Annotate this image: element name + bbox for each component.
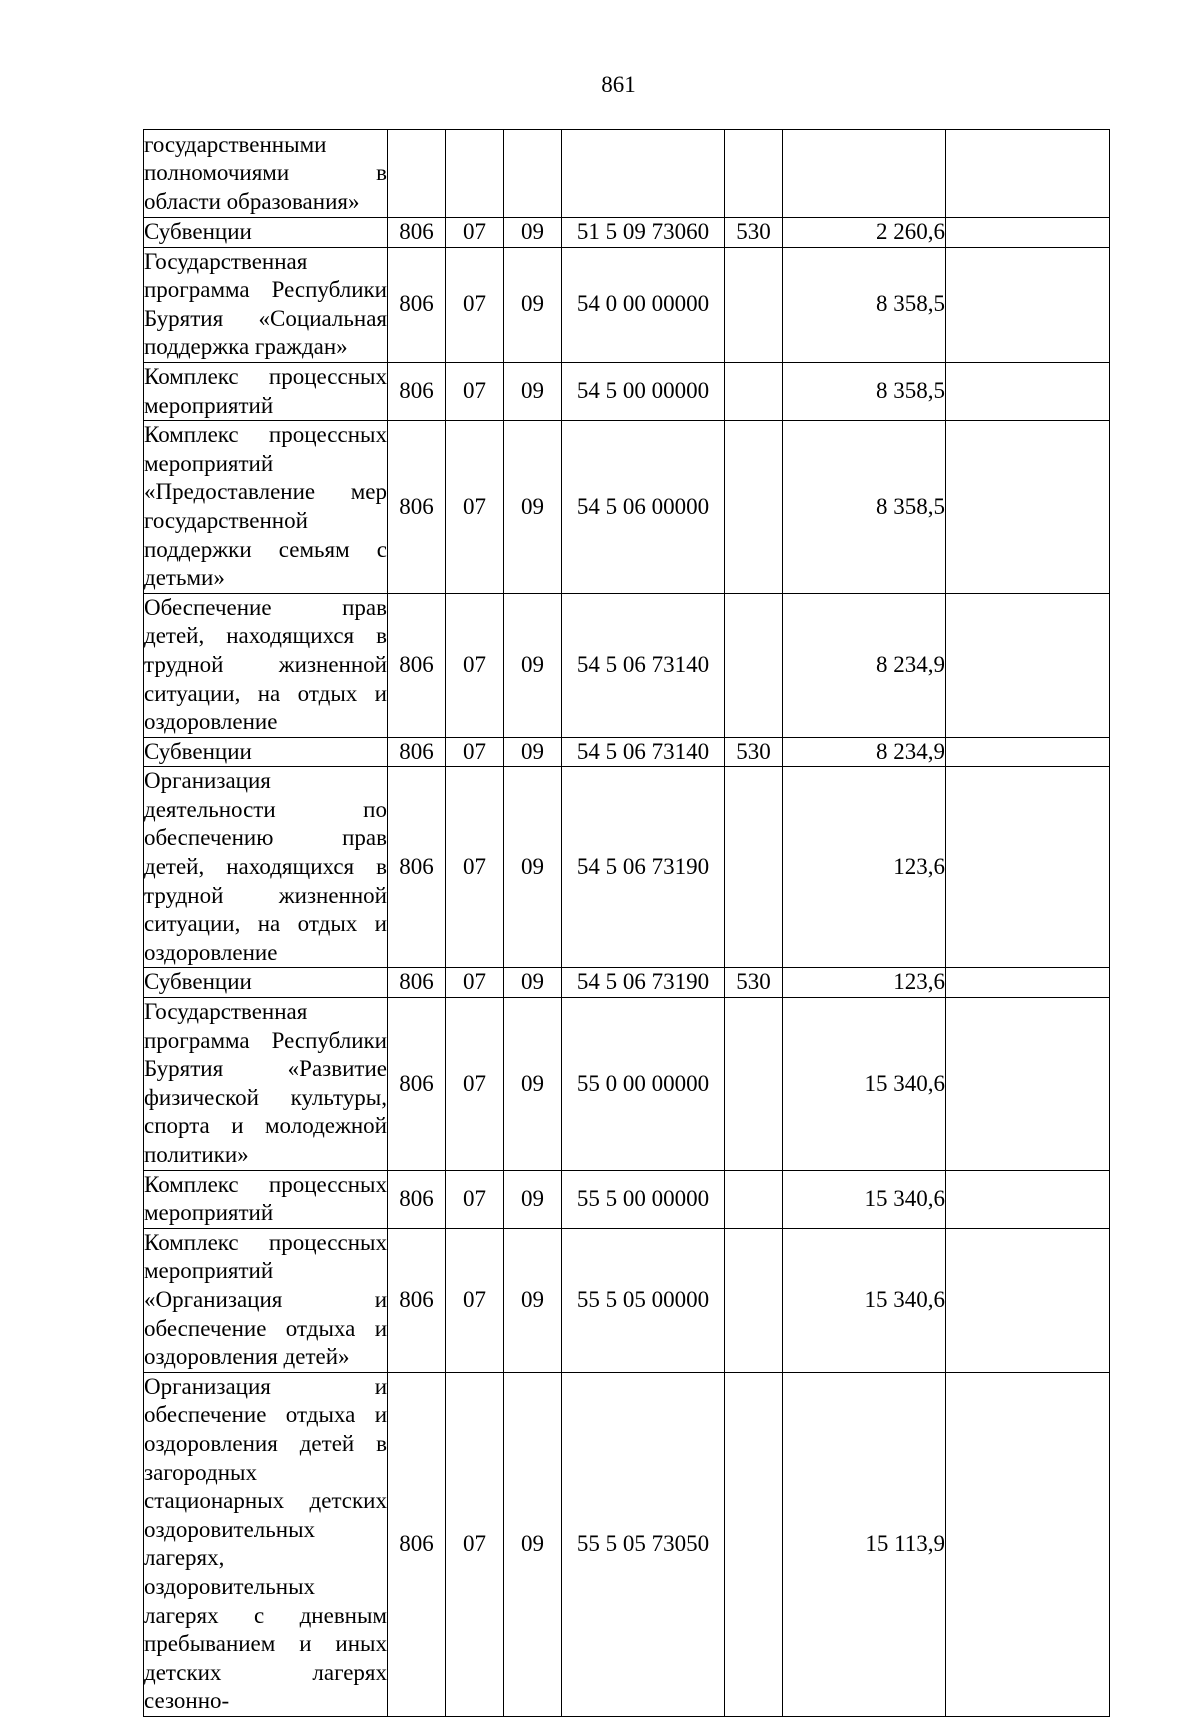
target-article-code: 54 5 06 73140	[562, 737, 725, 767]
empty-cell	[946, 1372, 1110, 1716]
subsection-code: 09	[504, 362, 562, 420]
table-row	[144, 247, 1110, 362]
subsection-code: 09	[504, 1170, 562, 1228]
department-code: 806	[388, 1170, 446, 1228]
department-code: 806	[388, 998, 446, 1171]
budget-table	[143, 129, 1110, 1717]
subsection-code: 09	[504, 218, 562, 248]
item-name: Комплекс процессных мероприятий	[144, 362, 388, 420]
expense-type-code	[725, 130, 783, 218]
table-row	[144, 130, 1110, 218]
department-code: 806	[388, 767, 446, 968]
empty-cell	[946, 593, 1110, 737]
item-name: Государственная программа Республики Бурятия «Социальная поддержка граждан»	[144, 247, 388, 362]
expense-type-code: 530	[725, 218, 783, 248]
section-code: 07	[446, 247, 504, 362]
empty-cell	[946, 767, 1110, 968]
section-code: 07	[446, 1372, 504, 1716]
expense-type-code	[725, 767, 783, 968]
expense-type-code	[725, 1170, 783, 1228]
subsection-code: 09	[504, 593, 562, 737]
target-article-code: 55 5 05 73050	[562, 1372, 725, 1716]
target-article-code: 54 5 06 73190	[562, 767, 725, 968]
item-name: Организация и обеспечение отдыха и оздоровления детей в загородных стационарных детских оздоровительных лагерях, оздоровительных лагерях с дневным пребыванием и иных детских лагерях сезонно-	[144, 1372, 388, 1716]
amount: 15 340,6	[783, 1228, 946, 1372]
table-row	[144, 998, 1110, 1171]
department-code: 806	[388, 362, 446, 420]
table-row	[144, 1228, 1110, 1372]
amount: 123,6	[783, 968, 946, 998]
empty-cell	[946, 218, 1110, 248]
subsection-code: 09	[504, 767, 562, 968]
item-name: Субвенции	[144, 968, 388, 998]
amount: 15 113,9	[783, 1372, 946, 1716]
department-code: 806	[388, 1228, 446, 1372]
item-name: Организация деятельности по обеспечению прав детей, находящихся в трудной жизненной ситуации, на отдых и оздоровление	[144, 767, 388, 968]
item-name: Комплекс процессных мероприятий «Предоставление мер государственной поддержки семьям с детьми»	[144, 421, 388, 594]
section-code	[446, 130, 504, 218]
department-code: 806	[388, 218, 446, 248]
subsection-code: 09	[504, 1228, 562, 1372]
target-article-code: 54 5 06 73140	[562, 593, 725, 737]
subsection-code: 09	[504, 1372, 562, 1716]
expense-type-code	[725, 362, 783, 420]
empty-cell	[946, 968, 1110, 998]
expense-type-code	[725, 421, 783, 594]
target-article-code	[562, 130, 725, 218]
target-article-code: 54 5 06 00000	[562, 421, 725, 594]
table-row	[144, 362, 1110, 420]
table-row	[144, 1372, 1110, 1716]
section-code: 07	[446, 218, 504, 248]
page-number: 861	[601, 72, 636, 97]
expense-type-code	[725, 247, 783, 362]
target-article-code: 54 5 06 73190	[562, 968, 725, 998]
expense-type-code: 530	[725, 968, 783, 998]
department-code: 806	[388, 421, 446, 594]
empty-cell	[946, 1170, 1110, 1228]
department-code	[388, 130, 446, 218]
section-code: 07	[446, 998, 504, 1171]
amount: 123,6	[783, 767, 946, 968]
target-article-code: 54 0 00 00000	[562, 247, 725, 362]
item-name: Субвенции	[144, 218, 388, 248]
amount: 8 358,5	[783, 421, 946, 594]
target-article-code: 55 5 00 00000	[562, 1170, 725, 1228]
subsection-code: 09	[504, 968, 562, 998]
amount: 8 234,9	[783, 737, 946, 767]
subsection-code: 09	[504, 247, 562, 362]
amount: 15 340,6	[783, 1170, 946, 1228]
expense-type-code: 530	[725, 737, 783, 767]
empty-cell	[946, 247, 1110, 362]
amount	[783, 130, 946, 218]
expense-type-code	[725, 1372, 783, 1716]
target-article-code: 51 5 09 73060	[562, 218, 725, 248]
subsection-code: 09	[504, 998, 562, 1171]
subsection-code	[504, 130, 562, 218]
amount: 8 358,5	[783, 362, 946, 420]
empty-cell	[946, 421, 1110, 594]
department-code: 806	[388, 968, 446, 998]
section-code: 07	[446, 968, 504, 998]
item-name: Комплекс процессных мероприятий	[144, 1170, 388, 1228]
table-row	[144, 767, 1110, 968]
section-code: 07	[446, 593, 504, 737]
item-name: государственными полномочиями в области образования»	[144, 130, 388, 218]
expense-type-code	[725, 593, 783, 737]
table-row	[144, 593, 1110, 737]
table-row	[144, 218, 1110, 248]
target-article-code: 54 5 00 00000	[562, 362, 725, 420]
item-name: Комплекс процессных мероприятий «Организация и обеспечение отдыха и оздоровления детей»	[144, 1228, 388, 1372]
target-article-code: 55 5 05 00000	[562, 1228, 725, 1372]
table-row	[144, 737, 1110, 767]
item-name: Субвенции	[144, 737, 388, 767]
amount: 15 340,6	[783, 998, 946, 1171]
table-row	[144, 968, 1110, 998]
amount: 8 234,9	[783, 593, 946, 737]
empty-cell	[946, 362, 1110, 420]
department-code: 806	[388, 737, 446, 767]
section-code: 07	[446, 421, 504, 594]
amount: 2 260,6	[783, 218, 946, 248]
empty-cell	[946, 737, 1110, 767]
expense-type-code	[725, 1228, 783, 1372]
department-code: 806	[388, 1372, 446, 1716]
amount: 8 358,5	[783, 247, 946, 362]
empty-cell	[946, 1228, 1110, 1372]
section-code: 07	[446, 737, 504, 767]
section-code: 07	[446, 1228, 504, 1372]
table-row	[144, 1170, 1110, 1228]
item-name: Государственная программа Республики Бурятия «Развитие физической культуры, спорта и молодежной политики»	[144, 998, 388, 1171]
item-name: Обеспечение прав детей, находящихся в трудной жизненной ситуации, на отдых и оздоровление	[144, 593, 388, 737]
empty-cell	[946, 998, 1110, 1171]
subsection-code: 09	[504, 421, 562, 594]
department-code: 806	[388, 247, 446, 362]
table-row	[144, 421, 1110, 594]
section-code: 07	[446, 767, 504, 968]
empty-cell	[946, 130, 1110, 218]
target-article-code: 55 0 00 00000	[562, 998, 725, 1171]
section-code: 07	[446, 1170, 504, 1228]
subsection-code: 09	[504, 737, 562, 767]
section-code: 07	[446, 362, 504, 420]
expense-type-code	[725, 998, 783, 1171]
department-code: 806	[388, 593, 446, 737]
